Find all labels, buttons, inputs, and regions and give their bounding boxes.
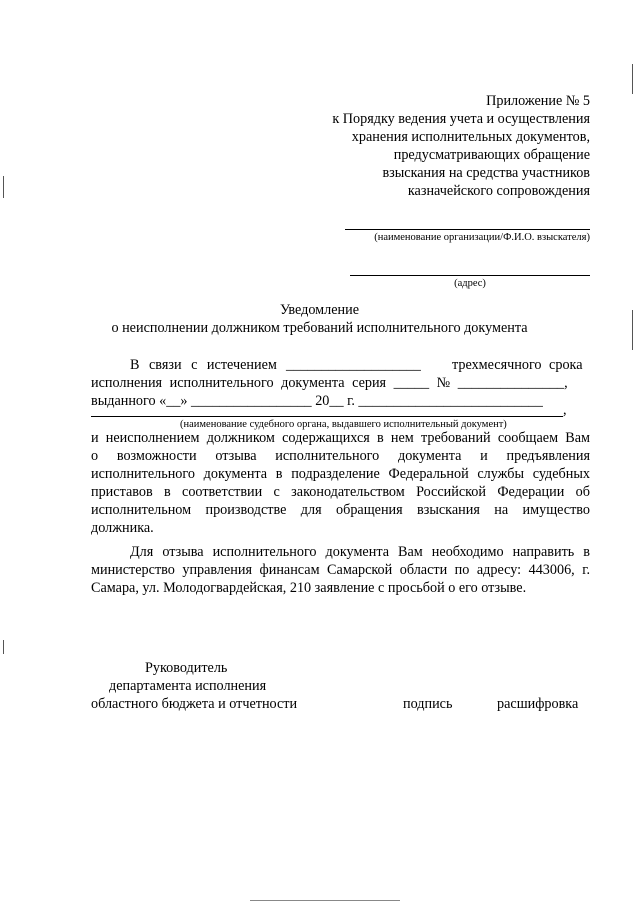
scan-edge-mark bbox=[3, 176, 4, 198]
address-blank-line bbox=[350, 275, 590, 276]
appendix-line: предусматривающих обращение bbox=[393, 147, 590, 163]
scan-edge-mark bbox=[3, 640, 4, 654]
paragraph-line: Самара, ул. Молодогвардейская, 210 заявление с просьбой о его отзыве. bbox=[91, 580, 527, 596]
appendix-line: хранения исполнительных документов, bbox=[351, 129, 590, 145]
signature-position-line3: областного бюджета и отчетности bbox=[91, 696, 298, 712]
paragraph-line: исполнительном производстве для обращения взыскания на имущество bbox=[91, 502, 590, 518]
paragraph-line: исполнительного документа в подразделение Федеральной службы судебных bbox=[91, 466, 590, 482]
body-line1-end: трехмесячного срока bbox=[452, 357, 583, 373]
paragraph-line: Для отзыва исполнительного документа Вам необходимо направить в bbox=[130, 544, 590, 560]
signature-sign-label: подпись bbox=[403, 696, 453, 712]
appendix-line: к Порядку ведения учета и осуществления bbox=[332, 111, 590, 127]
body-line4-comma: , bbox=[563, 402, 567, 418]
organization-blank-line bbox=[345, 229, 590, 230]
scan-bottom-mark bbox=[250, 900, 400, 901]
paragraph-line: приставов в соответствии с законодательством Российской Федерации об bbox=[91, 484, 590, 500]
signature-name-label: расшифровка bbox=[497, 696, 579, 712]
court-blank-line bbox=[91, 416, 563, 417]
paragraph-line: и неисполнением должником содержащихся в нем требований сообщаем Вам bbox=[91, 430, 590, 446]
notice-subtitle: о неисполнении должником требований исполнительного документа bbox=[111, 320, 528, 336]
body-line2: исполнения исполнительного документа серия _____ № _______________, bbox=[91, 375, 568, 391]
appendix-title: Приложение № 5 bbox=[486, 93, 590, 109]
appendix-line: казначейского сопровождения bbox=[407, 183, 590, 199]
paragraph-line: должника. bbox=[91, 520, 154, 536]
signature-position-line1: Руководитель bbox=[145, 660, 228, 676]
court-caption: (наименование судебного органа, выдавшего исполнительный документ) bbox=[180, 419, 507, 430]
paragraph-line: министерство управления финансам Самарской области по адресу: 443006, г. bbox=[91, 562, 590, 578]
body-line1-start: В связи с истечением bbox=[130, 357, 277, 373]
scan-edge-mark bbox=[632, 64, 633, 94]
organization-caption: (наименование организации/Ф.И.О. взыскателя) bbox=[374, 232, 590, 243]
body-line1-blank: ___________________ bbox=[286, 357, 421, 373]
signature-position-line2: департамента исполнения bbox=[109, 678, 267, 694]
address-caption: (адрес) bbox=[454, 278, 486, 289]
body-line3: выданного «__» _________________ 20__ г. __________________________ bbox=[91, 393, 543, 409]
paragraph-line: о возможности отзыва исполнительного документа и предъявления bbox=[91, 448, 590, 464]
notice-title: Уведомление bbox=[279, 302, 360, 318]
appendix-line: взыскания на средства участников bbox=[382, 165, 590, 181]
